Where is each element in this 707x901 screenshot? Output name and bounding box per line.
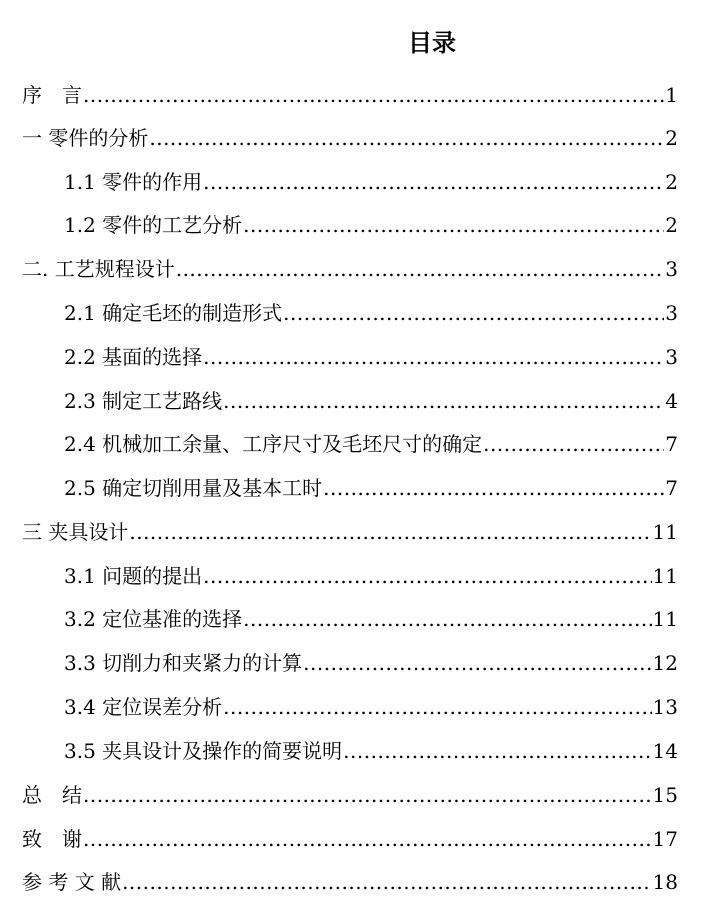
toc-entry-2-3[interactable]	[64, 386, 678, 416]
toc-page-number: 11	[652, 607, 678, 631]
toc-entry-process-design[interactable]	[22, 254, 678, 284]
toc-entry-label: 1.2 零件的工艺分析	[64, 213, 243, 237]
toc-page-number: 7	[665, 476, 678, 500]
toc-entry-label: 1.1 零件的作用	[64, 170, 203, 194]
toc-page-number: 18	[652, 870, 678, 894]
dot-leader	[83, 80, 664, 110]
toc-entry-preface[interactable]	[22, 80, 678, 110]
toc-entry-2-2[interactable]	[64, 342, 678, 372]
toc-entry-3-1[interactable]	[64, 561, 678, 591]
toc-entry-label: 2.5 确定切削用量及基本工时	[64, 476, 323, 500]
toc-entry-label: 3.2 定位基准的选择	[64, 607, 243, 631]
dot-leader	[176, 254, 665, 284]
toc-entry-3-4[interactable]	[64, 692, 678, 722]
toc-entry-label: 2.2 基面的选择	[64, 345, 203, 369]
toc-entry-label: 一 零件的分析	[22, 126, 149, 150]
toc-page-number: 2	[665, 170, 678, 194]
dot-leader	[343, 736, 651, 766]
toc-page-number: 3	[665, 345, 678, 369]
toc-entry-2-4[interactable]	[64, 429, 678, 459]
toc-page-number: 11	[652, 520, 678, 544]
toc-entry-2-5[interactable]	[64, 473, 678, 503]
toc-entry-references[interactable]	[22, 867, 678, 897]
dot-leader	[129, 517, 651, 547]
toc-page-number: 17	[652, 827, 678, 851]
dot-leader	[203, 167, 664, 197]
toc-page-number: 1	[665, 83, 678, 107]
toc-entry-label: 参 考 文 献	[22, 870, 122, 894]
toc-entry-1-2[interactable]	[64, 210, 678, 240]
dot-leader	[83, 780, 652, 810]
toc-entry-1-1[interactable]	[64, 167, 678, 197]
toc-entry-3-5[interactable]	[64, 736, 678, 766]
toc-page-number: 3	[665, 301, 678, 325]
toc-entry-label: 致 谢	[22, 827, 82, 851]
toc-entry-summary[interactable]	[22, 780, 678, 810]
dot-leader	[243, 210, 664, 240]
toc-entry-label: 2.4 机械加工余量、工序尺寸及毛坯尺寸的确定	[64, 432, 483, 456]
toc-entry-label: 三 夹具设计	[22, 520, 129, 544]
toc-entry-label: 3.5 夹具设计及操作的简要说明	[64, 739, 343, 763]
toc-entry-3-3[interactable]	[64, 648, 678, 678]
dot-leader	[223, 386, 664, 416]
toc-entry-label: 3.3 切削力和夹紧力的计算	[64, 651, 303, 675]
toc-page-number: 4	[665, 389, 678, 413]
toc-page-number: 3	[665, 257, 678, 281]
toc-page-number: 2	[665, 213, 678, 237]
dot-leader	[323, 473, 664, 503]
dot-leader	[203, 561, 651, 591]
toc-page-number: 15	[652, 783, 678, 807]
toc-entry-2-1[interactable]	[64, 298, 678, 328]
dot-leader	[303, 648, 651, 678]
dot-leader	[483, 429, 664, 459]
toc-page-number: 14	[652, 739, 678, 763]
toc-page-number: 7	[665, 432, 678, 456]
toc-entry-3-2[interactable]	[64, 604, 678, 634]
dot-leader	[122, 867, 651, 897]
dot-leader	[203, 342, 664, 372]
toc-entry-label: 总 结	[22, 783, 82, 807]
dot-leader	[83, 824, 652, 854]
dot-leader	[149, 123, 664, 153]
dot-leader	[223, 692, 651, 722]
page-title: 目录	[408, 29, 456, 57]
toc-page-number: 13	[652, 695, 678, 719]
toc-entry-label: 2.3 制定工艺路线	[64, 389, 223, 413]
toc-page-number: 11	[652, 564, 678, 588]
toc-page-number: 2	[665, 126, 678, 150]
toc-entry-part-analysis[interactable]	[22, 123, 678, 153]
toc-entry-label: 2.1 确定毛坯的制造形式	[64, 301, 283, 325]
toc-page-number: 12	[652, 651, 678, 675]
dot-leader	[283, 298, 664, 328]
toc-entry-fixture-design[interactable]	[22, 517, 678, 547]
toc-entry-acknowledgements[interactable]	[22, 824, 678, 854]
toc-entry-label: 3.4 定位误差分析	[64, 695, 223, 719]
toc-entry-label: 序 言	[22, 83, 82, 107]
toc-entry-label: 3.1 问题的提出	[64, 564, 203, 588]
toc-entry-label: 二. 工艺规程设计	[22, 257, 175, 281]
dot-leader	[243, 604, 651, 634]
